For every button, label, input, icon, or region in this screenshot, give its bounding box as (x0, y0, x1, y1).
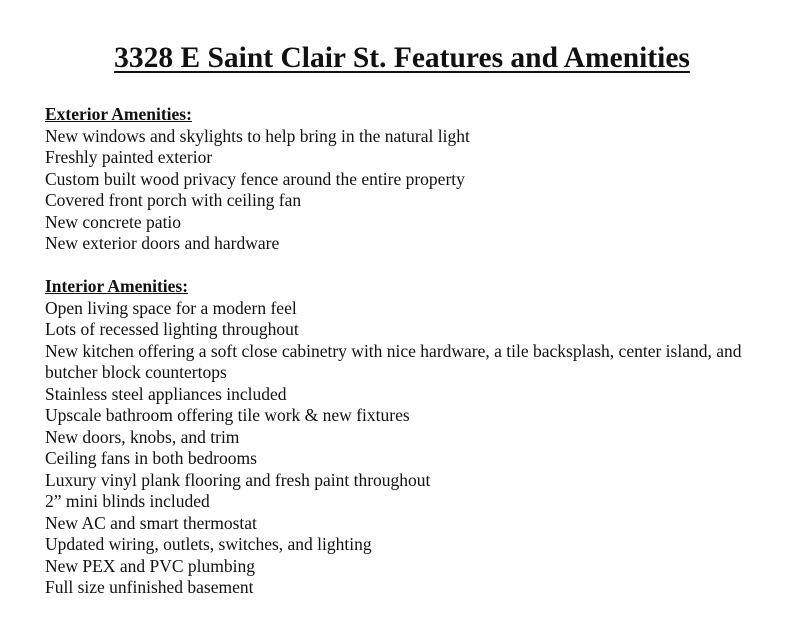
list-item: 2” mini blinds included (45, 491, 210, 511)
list-item: Luxury vinyl plank flooring and fresh paint throughout (45, 469, 431, 490)
exterior-amenities-list (45, 126, 775, 255)
list-item: New windows and skylights to help bring in the natural light (45, 125, 470, 146)
list-item: New AC and smart thermostat (45, 512, 257, 533)
exterior-amenities-section (45, 104, 775, 255)
list-item: Open living space for a modern feel (45, 297, 297, 318)
interior-amenities-list (45, 298, 775, 599)
list-item: Stainless steel appliances included (45, 383, 287, 404)
interior-amenities-section (45, 276, 775, 599)
list-item: Freshly painted exterior (45, 147, 213, 167)
list-item: New PEX and PVC plumbing (45, 555, 255, 576)
list-item: Updated wiring, outlets, switches, and lighting (45, 534, 372, 554)
exterior-amenities-heading: Exterior Amenities: (45, 104, 192, 124)
list-item: New doors, knobs, and trim (45, 426, 240, 447)
list-item: Ceiling fans in both bedrooms (45, 448, 257, 468)
list-item: Covered front porch with ceiling fan (45, 190, 302, 210)
list-item: Custom built wood privacy fence around the entire property (45, 168, 465, 189)
list-item: Lots of recessed lighting throughout (45, 319, 299, 339)
interior-amenities-heading: Interior Amenities: (45, 276, 189, 296)
list-item: New exterior doors and hardware (45, 233, 280, 253)
page-title: 3328 E Saint Clair St. Features and Amenities (114, 42, 690, 74)
list-item: New concrete patio (45, 211, 182, 232)
list-item: Full size unfinished basement (45, 577, 254, 597)
list-item: New kitchen offering a soft close cabinetry with nice hardware, a tile backsplash, center island, and butcher block countertops (45, 340, 742, 382)
list-item: Upscale bathroom offering tile work & new fixtures (45, 405, 410, 425)
